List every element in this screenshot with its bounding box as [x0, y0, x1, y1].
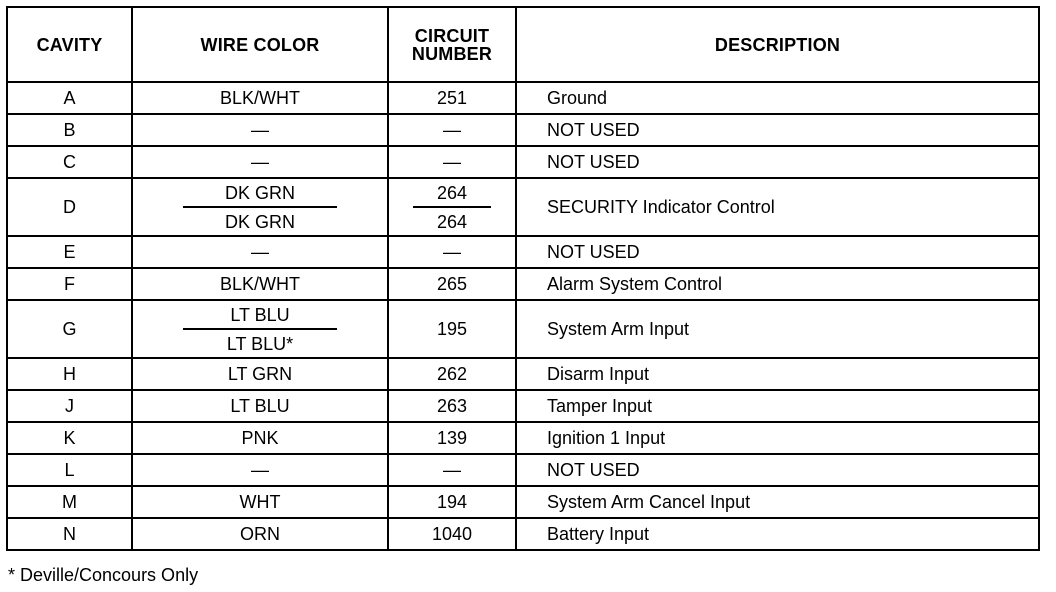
cavity-cell: G	[7, 300, 132, 358]
description-cell: NOT USED	[516, 114, 1039, 146]
cavity-cell: E	[7, 236, 132, 268]
table-row	[7, 82, 1039, 114]
header-row	[7, 7, 1039, 82]
description-cell: SECURITY Indicator Control	[516, 178, 1039, 236]
table-row	[7, 358, 1039, 390]
table-row	[7, 114, 1039, 146]
circuit-bottom: 264	[436, 211, 468, 232]
wire-color-cell: PNK	[132, 422, 388, 454]
circuit-cell: 1040	[388, 518, 516, 550]
footnote: * Deville/Concours Only	[8, 565, 199, 585]
cavity-cell: A	[7, 82, 132, 114]
description-cell: Battery Input	[516, 518, 1039, 550]
circuit-cell: 263	[388, 390, 516, 422]
cavity-cell: H	[7, 358, 132, 390]
wire-color-cell: WHT	[132, 486, 388, 518]
table-row	[7, 300, 1039, 358]
header-description: DESCRIPTION	[516, 7, 1039, 82]
table-row	[7, 236, 1039, 268]
table-row	[7, 268, 1039, 300]
description-cell: Disarm Input	[516, 358, 1039, 390]
table-row	[7, 486, 1039, 518]
circuit-cell: 265	[388, 268, 516, 300]
table-row	[7, 178, 1039, 236]
table-row	[7, 422, 1039, 454]
cavity-cell: L	[7, 454, 132, 486]
cavity-cell: J	[7, 390, 132, 422]
circuit-cell	[388, 178, 516, 236]
wire-color-cell: LT GRN	[132, 358, 388, 390]
connector-table	[6, 6, 1040, 551]
table-row	[7, 454, 1039, 486]
header-circuit-number	[388, 7, 516, 82]
wire-color-cell: —	[132, 454, 388, 486]
wire-color-cell	[132, 300, 388, 358]
wire-color-cell: —	[132, 146, 388, 178]
header-circuit-line2: NUMBER	[411, 43, 493, 64]
circuit-cell: 195	[388, 300, 516, 358]
circuit-top: 264	[413, 179, 491, 208]
cavity-cell: C	[7, 146, 132, 178]
wire-color-cell: BLK/WHT	[132, 82, 388, 114]
circuit-cell: 251	[388, 82, 516, 114]
description-cell: NOT USED	[516, 454, 1039, 486]
cavity-cell: M	[7, 486, 132, 518]
description-cell: Alarm System Control	[516, 268, 1039, 300]
description-cell: Tamper Input	[516, 390, 1039, 422]
table-row	[7, 518, 1039, 550]
cavity-cell: N	[7, 518, 132, 550]
cavity-cell: K	[7, 422, 132, 454]
wire-color-bottom: DK GRN	[224, 211, 295, 232]
cavity-cell: F	[7, 268, 132, 300]
circuit-cell: 194	[388, 486, 516, 518]
circuit-cell: —	[388, 236, 516, 268]
description-cell: System Arm Input	[516, 300, 1039, 358]
wire-color-cell: ORN	[132, 518, 388, 550]
circuit-cell: 262	[388, 358, 516, 390]
wire-color-cell: —	[132, 236, 388, 268]
description-cell: NOT USED	[516, 236, 1039, 268]
header-wire-color: WIRE COLOR	[132, 7, 388, 82]
wire-color-top: DK GRN	[183, 179, 337, 208]
header-cavity: CAVITY	[7, 7, 132, 82]
wire-color-cell	[132, 178, 388, 236]
wire-color-top: LT BLU	[183, 301, 337, 330]
wire-color-cell: LT BLU	[132, 390, 388, 422]
wire-color-cell: —	[132, 114, 388, 146]
description-cell: Ignition 1 Input	[516, 422, 1039, 454]
circuit-cell: —	[388, 114, 516, 146]
table-row	[7, 146, 1039, 178]
wire-color-bottom: LT BLU*	[226, 333, 294, 354]
cavity-cell: D	[7, 178, 132, 236]
circuit-cell: —	[388, 146, 516, 178]
cavity-cell: B	[7, 114, 132, 146]
wire-color-cell: BLK/WHT	[132, 268, 388, 300]
description-cell: System Arm Cancel Input	[516, 486, 1039, 518]
description-cell: NOT USED	[516, 146, 1039, 178]
header-circuit-line1: CIRCUIT	[414, 25, 490, 46]
table-row	[7, 390, 1039, 422]
circuit-cell: —	[388, 454, 516, 486]
description-cell: Ground	[516, 82, 1039, 114]
circuit-cell: 139	[388, 422, 516, 454]
